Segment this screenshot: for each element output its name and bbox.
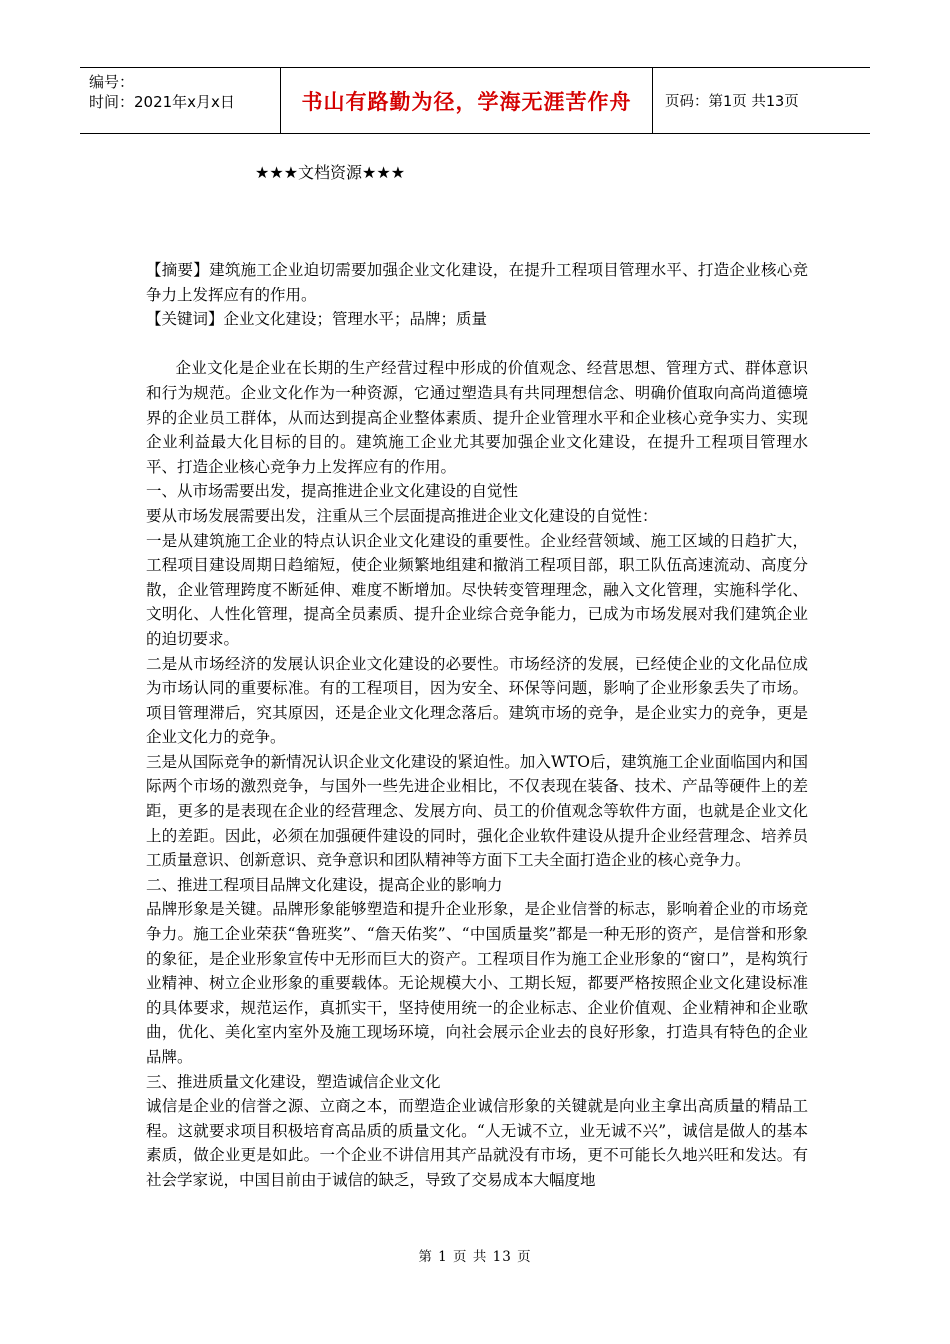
section-heading-1: 一、从市场需要出发，提高推进企业文化建设的自觉性 [146, 482, 519, 501]
body-paragraph: 一是从建筑施工企业的特点认识企业文化建设的重要性。企业经营领域、施工区域的日趋扩大，工程项目建设周期日趋缩短，使企业频繁地组建和撤消工程项目部，职工队伍高速流动、高度分散，企业管理跨度不断延伸、难度不断增加。尽快转变管理理念，融入文化管理，实施科学化、文明化、人性化管理，提高全员素质、提升企业综合竞争能力，已成为市场发展对我们建筑企业的迫切要求。 [146, 531, 808, 648]
body-paragraph: 要从市场发展需要出发，注重从三个层面提高推进企业文化建设的自觉性： [146, 506, 658, 525]
section-heading-3: 三、推进质量文化建设，塑造诚信企业文化 [146, 1072, 441, 1091]
header-motto: 书山有路勤为径，学海无涯苦作舟 [280, 68, 653, 133]
body-paragraph: 诚信是企业的信誉之源、立商之本，而塑造企业诚信形象的关键就是向业主拿出高质量的精品工程。这就要求项目积极培育高品质的质量文化。“人无诚不立，业无诚不兴”，诚信是做人的基本素质，做企业更是如此。一个企业不讲信用其产品就没有市场，更不可能长久地兴旺和发达。有社会学家说，中国目前由于诚信的缺乏，导致了交易成本大幅度地 [146, 1097, 808, 1189]
body-paragraph: 三是从国际竞争的新情况认识企业文化建设的紧迫性。加入WTO后，建筑施工企业面临国内和国际两个市场的激烈竞争，与国外一些先进企业相比，不仅表现在装备、技术、产品等硬件上的差距，更多的是表现在企业的经营理念、发展方向、员工的价值观念等软件方面，也就是企业文化上的差距。因此，必须在加强硬件建设的同时，强化企业软件建设从提升企业经营理念、培养员工质量意识、创新意识、竞争意识和团队精神等方面下工夫全面打造企业的核心竞争力。 [146, 752, 808, 870]
document-number-label: 编号： [89, 73, 135, 91]
document-date-label: 时间：2021年x月x日 [89, 93, 235, 111]
header-meta-cell [80, 68, 280, 133]
body-paragraph: 品牌形象是关键。品牌形象能够塑造和提升企业形象，是企业信誉的标志，影响着企业的市场竞争力。施工企业荣获“鲁班奖”、“詹天佑奖”、“中国质量奖”都是一种无形的资产，是信誉和形象的象征，是企业形象宣传中无形而巨大的资产。工程项目作为施工企业形象的“窗口”，是构筑行业精神、树立企业形象的重要载体。无论规模大小、工期长短，都要严格按照企业文化建设标准的具体要求，规范运作，真抓实干，坚持使用统一的企业标志、企业价值观、企业精神和企业歌曲，优化、美化室内室外及施工现场环境，向社会展示企业去的良好形象，打造具有特色的企业品牌。 [146, 900, 808, 1066]
document-header [80, 67, 870, 134]
intro-paragraph: 企业文化是企业在长期的生产经营过程中形成的价值观念、经营思想、管理方式、群体意识和行为规范。企业文化作为一种资源，它通过塑造具有共同理想信念、明确价值取向高尚道德境界的企业员工群体，从而达到提高企业整体素质、提升企业管理水平和企业核心竞争实力、实现企业利益最大化目标的目的。建筑施工企业尤其要加强企业文化建设，在提升工程项目管理水平、打造企业核心竞争力上发挥应有的作用。 [146, 359, 808, 476]
header-page-info: 页码：第1页 共13页 [665, 94, 799, 110]
document-body [146, 258, 808, 1193]
section-heading-2: 二、推进工程项目品牌文化建设，提高企业的影响力 [146, 875, 503, 894]
keywords-paragraph: 【关键词】企业文化建设；管理水平；品牌；质量 [146, 310, 488, 329]
page-footer: 第 1 页 共 13 页 [418, 1249, 532, 1265]
body-paragraph: 二是从市场经济的发展认识企业文化建设的必要性。市场经济的发展，已经使企业的文化品位成为市场认同的重要标准。有的工程项目，因为安全、环保等问题，影响了企业形象丢失了市场。项目管理滞后，究其原因，还是企业文化理念落后。建筑市场的竞争，是企业实力的竞争，更是企业文化力的竞争。 [146, 654, 808, 747]
abstract-paragraph: 【摘要】建筑施工企业迫切需要加强企业文化建设，在提升工程项目管理水平、打造企业核心竞争力上发挥应有的作用。 [146, 261, 808, 304]
document-resource-banner: ★★★文档资源★★★ [255, 163, 406, 182]
